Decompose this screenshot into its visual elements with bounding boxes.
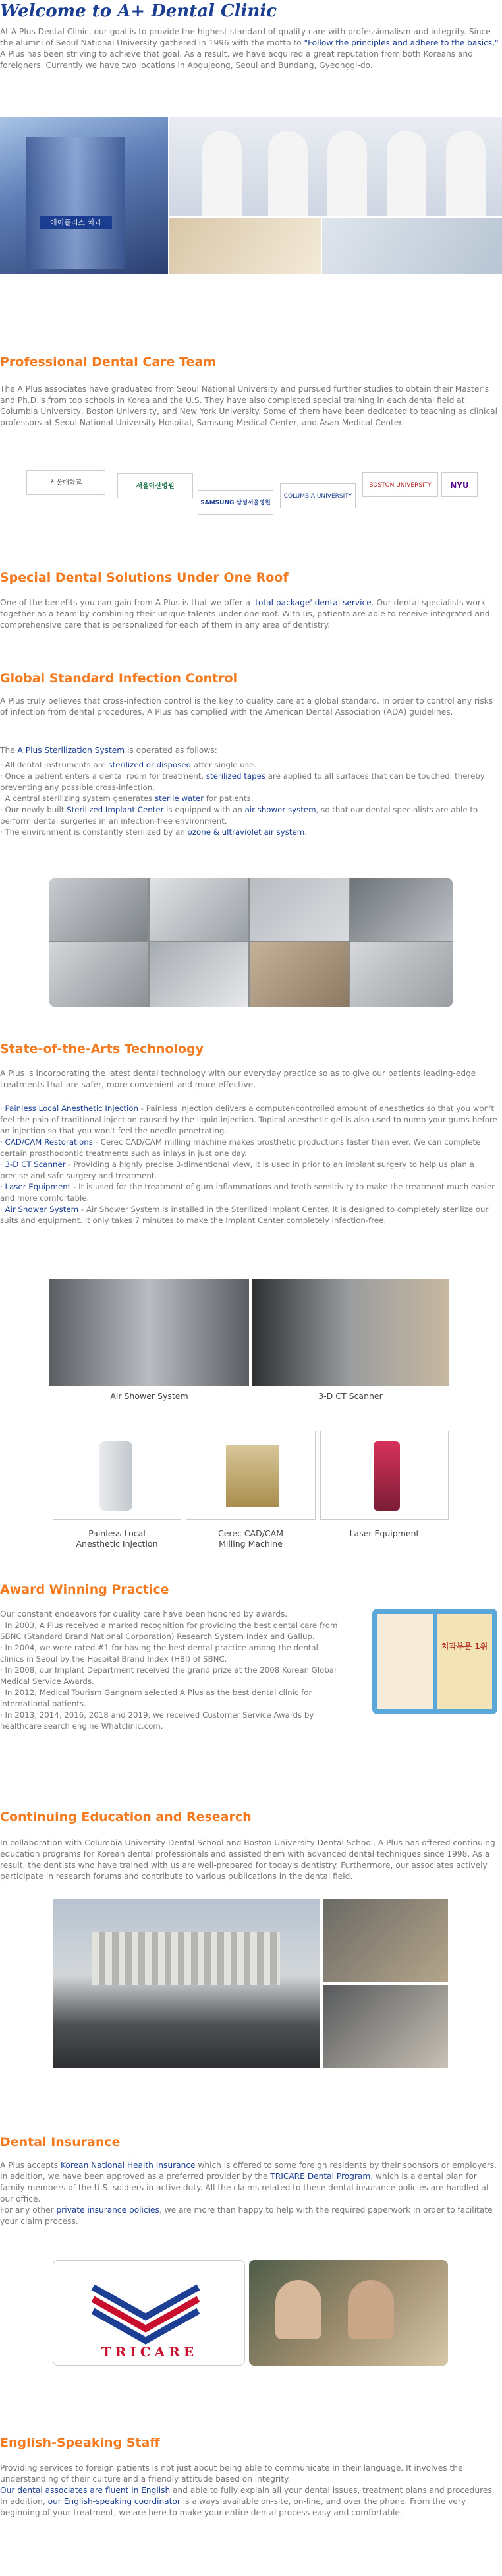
staff-paragraph-2: Our dental associates are fluent in English and able to fully explain all your dental issues, treatment plans and procedures. In addition, our English-speaking coordinator is always available on-site, on-line, and over the phone. From the very beginning of your treatment, we are here to make your entire dental process easy and comfortable. [0, 2486, 495, 2517]
air-shower-caption: Air Shower System [110, 1391, 188, 1401]
sterilization-intro: The A Plus Sterilization System is operated as follows: [0, 746, 217, 755]
air-shower-photo [49, 1279, 249, 1386]
insurance-paragraph: A Plus accepts Korean National Health Insurance which is offered to some foreign residents by their sponsors or employers. In addition, we have been approved as a preferred provider by the TRICARE Dental Program, which is a dental plan for family members of the U.S. soldiers in active duty. All the claims related to these dental insurance policies are handled at our office. [0, 2161, 497, 2203]
ct-scanner-photo [252, 1279, 449, 1386]
list-item: · Once a patient enters a dental room for treatment, sterilized tapes are applied to all surfaces that can be touched, thereby preventing any possible cross-infection. [0, 771, 485, 792]
list-item: · Painless Local Anesthetic Injection - Painless injection delivers a computer-controlled amount of anesthetics so that you won't feel the pain of traditional injection caused by the liquid injection. Topical anesthetic gel is also used to numb your gums before an injection so that you won't feel the needle penetrating. [0, 1104, 497, 1135]
intro-text-2: A Plus has been striving to achieve that goal. As a result, we have acquired a great reputation from both Koreans and foreigners. Currently we have two locations in Apgujeong, Seoul and Bundang, Gyeonggi-do. [0, 49, 473, 70]
staff-paragraph: Providing services to foreign patients is not just about being able to communicate in their language. It involves the understanding of their culture and a friendly attitude based on integrity. [0, 2463, 463, 2484]
sterilization-photo-collage [49, 878, 453, 1007]
ct-scanner-caption: 3-D CT Scanner [318, 1391, 383, 1401]
cerec-machine-photo [186, 1431, 316, 1520]
doctors-photo [169, 117, 502, 216]
painless-injection-caption: Painless Local Anesthetic Injection [76, 1528, 158, 1549]
list-item: · The environment is constantly sterilized by an ozone & ultraviolet air system. [0, 827, 308, 837]
tricare-logo-box [53, 2260, 245, 2366]
list-item: · In 2008, our Implant Department received the grand prize at the 2008 Korean Global Medical Service Awards. [0, 1665, 337, 1686]
private-insurance-text: private insurance policies [56, 2205, 159, 2215]
education-paragraph: In collaboration with Columbia University Dental School and Boston University Dental School, A Plus has offered continuing education programs for Korean dental professionals and assisted them with advanced dental techniques since 1998. As a result, the dentists who have trained with us are well-prepared for today's dentistry. Furthermore, our associates actively participate in research forums and contribute to various publications in the dental field. [0, 1838, 495, 1881]
lobby-photo [169, 218, 321, 274]
treatment-room-photo [322, 218, 502, 274]
insurance-paragraph-2: For any other private insurance policies, we are more than happy to help with the required paperwork in order to facilitate your claim process. [0, 2205, 493, 2226]
list-item: · CAD/CAM Restorations - Cerec CAD/CAM milling machine makes prosthetic productions faster than ever. We can complete certain prosthodontic treatments such as inlays in just one day. [0, 1137, 481, 1158]
logo-boston-university: BOSTON UNIVERSITY [362, 472, 438, 497]
section-heading-team: Professional Dental Care Team [0, 355, 216, 369]
infection-paragraph: A Plus truly believes that cross-infection control is the key to quality care at a global standard. In order to control any risks of infection from dental procedures, A Plus has complied with the American Dental Association (ADA) guidelines. [0, 696, 493, 717]
fluent-english-text: Our dental associates are fluent in English [0, 2486, 171, 2495]
laser-caption: Laser Equipment [349, 1528, 420, 1538]
logo-asan-medical-center: 서울아산병원 [117, 473, 193, 498]
intro-paragraph [0, 26, 501, 71]
infection-list [0, 760, 501, 838]
logo-samsung-medical-center: SAMSUNG 삼성서울병원 [198, 490, 273, 515]
clinic-signage: 에이플러스 치과 [40, 216, 112, 229]
list-item: · Our newly built Sterilized Implant Center is equipped with an air shower system, so that our dental specialists are able to perform dental surgeries in an infection-free environment. [0, 805, 478, 825]
section-heading-technology: State-of-the-Arts Technology [0, 1042, 204, 1056]
list-item: · All dental instruments are sterilized or disposed after single use. [0, 760, 256, 769]
training-photo [323, 1985, 448, 2068]
section-heading-insurance: Dental Insurance [0, 2135, 121, 2149]
tricare-wordmark: TRICARE [101, 2344, 198, 2360]
patients-photo [249, 2260, 448, 2366]
intro-text: At A Plus Dental Clinic, our goal is to provide the highest standard of quality care with professionalism and integrity. Since the alumni of Seoul National University gathered in 1996 with the motto to [0, 27, 491, 47]
technology-paragraph: A Plus is incorporating the latest dental technology with our everyday practice so as to give our patients leading-edge treatments that are safer, more convenient and more effective. [0, 1069, 476, 1089]
laser-equipment-photo [320, 1431, 449, 1520]
section-heading-staff: English-Speaking Staff [0, 2436, 160, 2450]
list-item: · 3-D CT Scanner - Providing a highly precise 3-dimentional view, it is used in prior to an implant surgery to help us plan a precise and safe surgery and treatment. [0, 1160, 474, 1180]
solutions-text-2: . Our dental specialists work together as a team by combining their unique talents under one roof. With us, patients are able to receive integrated and comprehensive care that is personalized for each of them in any area of dentistry. [0, 598, 490, 630]
list-item: · Laser Equipment - It is used for the treatment of gum inflammations and teeth sensitivity to make the treatment much easier and more comfortable. [0, 1182, 495, 1203]
page-title: Welcome to A+ Dental Clinic [0, 1, 277, 21]
list-item: · In 2003, A Plus received a marked recognition for providing the best dental care from SBNC (Standard Brand National Corporation) Research System Index and Gallup. [0, 1621, 338, 1641]
clinic-building-photo [0, 117, 168, 274]
logo-columbia-university: COLUMBIA UNIVERSITY [280, 483, 356, 508]
award-list [0, 1620, 339, 1732]
painless-injection-photo [53, 1431, 181, 1520]
logo-nyu: NYU [441, 472, 478, 497]
coordinator-text: our English-speaking coordinator [47, 2497, 181, 2506]
sterilization-system-text: A Plus Sterilization System [17, 746, 125, 755]
nhi-text: Korean National Health Insurance [61, 2161, 196, 2170]
section-heading-solutions: Special Dental Solutions Under One Roof [0, 570, 289, 585]
section-heading-award: Award Winning Practice [0, 1582, 169, 1597]
section-heading-education: Continuing Education and Research [0, 1810, 252, 1824]
list-item: · Air Shower System - Air Shower System is installed in the Sterilized Implant Center. It is designed to completely sterilize our suits and equipment. It only takes 7 minutes to make the Implant Center completely infection-free. [0, 1205, 489, 1225]
total-package-text: 'total package' dental service [252, 598, 372, 607]
lecture-photo [323, 1899, 448, 1982]
motto-text: "Follow the principles and adhere to the basics," [304, 38, 499, 47]
list-item: · A central sterilizing system generates sterile water for patients. [0, 794, 254, 803]
award-images [372, 1609, 497, 1714]
columbia-group-photo [53, 1899, 320, 2068]
team-paragraph: The A Plus associates have graduated from Seoul National University and pursued further studies to obtain their Master's and Ph.D.'s from top schools in Korea and the U.S. They have also completed special training in each dental field at Columbia University, Boston University, and New York University. Some of them have been dedicated to teaching as clinical professors at Seoul National University Hospital, Samsung Medical Center, and Asan Medical Center. [0, 384, 497, 427]
award-intro: Our constant endeavors for quality care have been honored by awards. [0, 1609, 288, 1619]
section-heading-infection: Global Standard Infection Control [0, 671, 238, 686]
logo-seoul-national-university: 서울대학교 [26, 470, 105, 495]
tricare-text: TRICARE Dental Program [270, 2172, 371, 2181]
solutions-paragraph [0, 597, 501, 631]
list-item: · In 2004, we were rated #1 for having the best dental practice among the dental clinics in Seoul by the Hospital Brand Index (HBI) of SBNC. [0, 1643, 318, 1663]
solutions-text: One of the benefits you can gain from A Plus is that we offer a [0, 598, 253, 607]
list-item: · In 2012, Medical Tourism Gangnam selected A Plus as the best dental clinic for international patients. [0, 1688, 312, 1708]
cerec-caption: Cerec CAD/CAM Milling Machine [218, 1528, 283, 1549]
award-badge: 치과부문 1위 [437, 1614, 492, 1709]
technology-list [0, 1103, 501, 1226]
list-item: · In 2013, 2014, 2016, 2018 and 2019, we received Customer Service Awards by healthcare search engine Whatclinic.com. [0, 1710, 314, 1731]
